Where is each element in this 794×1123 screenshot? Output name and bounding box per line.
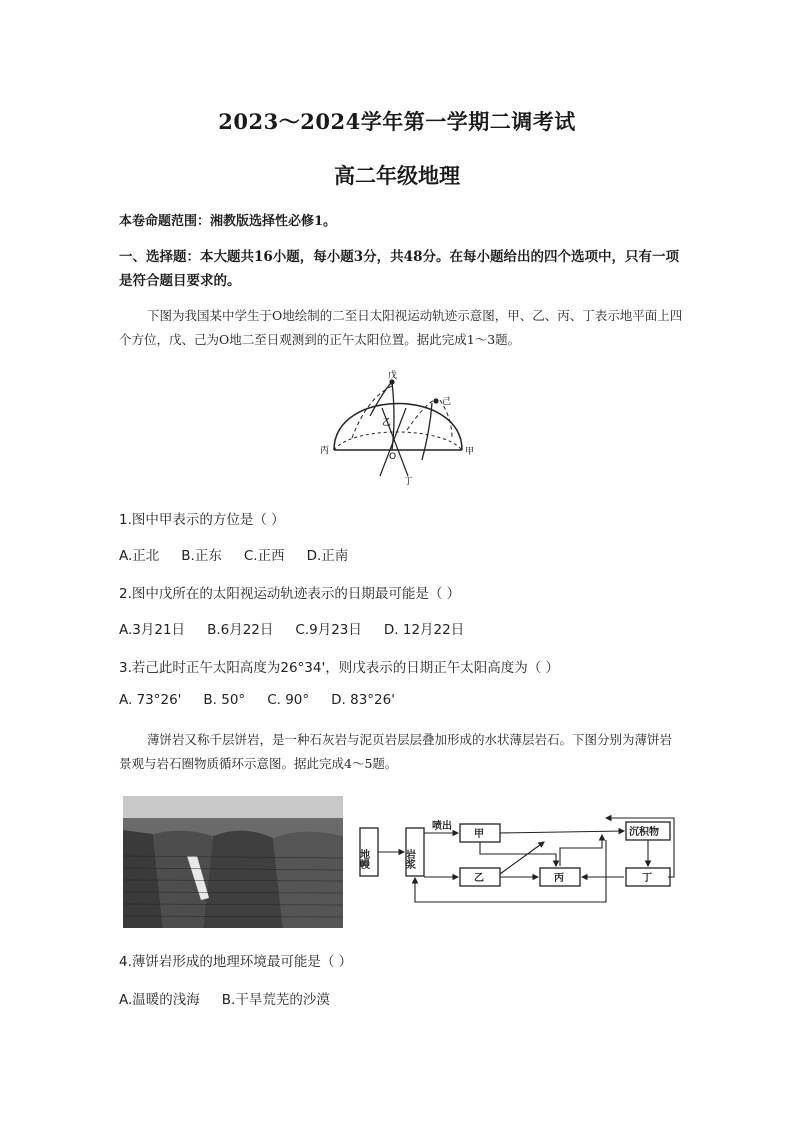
passage-2: 薄饼岩又称千层饼岩，是一种石灰岩与泥页岩层层叠加形成的水状薄层岩石。下图分别为薄饼岩景观与岩石圈物质循环示意图。据此完成4～5题。: [119, 732, 673, 771]
option: D.正南: [306, 548, 349, 564]
option: D. 83°26': [331, 692, 395, 708]
solar-path-figure: [312, 368, 482, 488]
option: A.正北: [119, 548, 160, 564]
option: B.正东: [181, 548, 222, 564]
option: B. 50°: [203, 692, 246, 708]
exam-subtitle: 高二年级地理: [334, 163, 460, 188]
label-yi: 乙: [382, 418, 392, 428]
option: C. 90°: [267, 692, 310, 708]
option: B.6月22日: [207, 622, 274, 638]
label-o: O: [389, 452, 397, 462]
pancake-rock-photo: [123, 796, 343, 928]
box-jia: 甲: [474, 829, 484, 840]
label-bing: 丙: [320, 446, 330, 456]
box-mantle: 地幔: [357, 849, 369, 869]
label-ding: 丁: [404, 477, 414, 487]
label-wu: 戊: [388, 371, 398, 381]
option: D. 12月22日: [383, 622, 465, 638]
box-ding: 丁: [642, 873, 652, 884]
passage-1: 下图为我国某中学生于O地绘制的二至日太阳视运动轨迹示意图，甲、乙、丙、丁表示地平面上四个方位，戊、己为O地二至日观测到的正午太阳位置。据此完成1～3题。: [119, 308, 683, 347]
box-bing: 丙: [554, 873, 564, 884]
question-3: 3.若己此时正午太阳高度为26°34'，则戊表示的日期正午太阳高度为（ ）: [119, 660, 559, 676]
rock-cycle-diagram: [356, 814, 676, 914]
exam-title: 2023～2024学年第一学期二调考试: [218, 109, 576, 134]
exam-scope: 本卷命题范围：湘教版选择性必修1。: [119, 214, 337, 229]
label-ji: 己: [442, 397, 452, 407]
question-2-options: [119, 618, 486, 638]
question-2: 2.图中戊所在的太阳视运动轨迹表示的日期最可能是（ ）: [119, 586, 461, 602]
label-jia: 甲: [465, 447, 475, 457]
question-4: 4.薄饼岩形成的地理环境最可能是（ ）: [119, 954, 353, 970]
option: A.3月21日: [119, 622, 186, 638]
option: C.正西: [243, 548, 285, 564]
option: C.9月23日: [295, 622, 362, 638]
option: A. 73°26': [119, 692, 182, 708]
question-3-options: [119, 692, 417, 708]
box-sediment: 沉积物: [629, 827, 659, 838]
box-yi: 乙: [474, 873, 484, 884]
arrow-label-eruption: 喷出: [432, 821, 452, 832]
question-1: 1.图中甲表示的方位是（ ）: [119, 512, 285, 528]
question-4-options: [119, 988, 352, 1008]
section-heading: 一、选择题：本大题共16小题，每小题3分，共48分。在每小题给出的四个选项中，只有一项是符合题目要求的。: [119, 249, 679, 289]
option: B.干旱荒芜的沙漠: [221, 992, 330, 1008]
option: A.温暖的浅海: [119, 992, 200, 1008]
question-1-options: [119, 544, 370, 564]
box-magma: 岩浆: [403, 849, 415, 869]
